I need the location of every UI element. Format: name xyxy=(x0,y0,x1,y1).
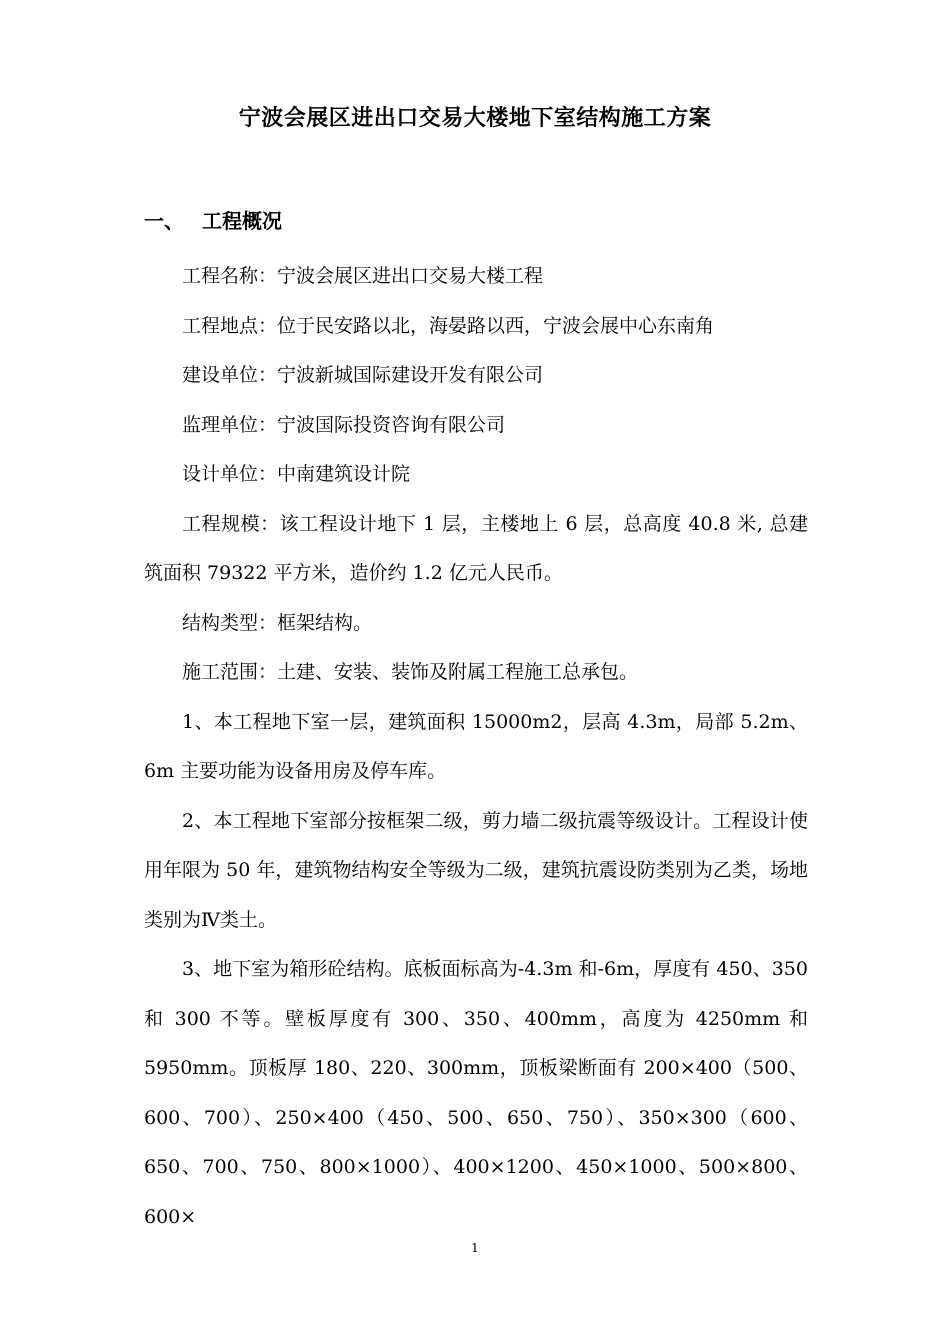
paragraph-project-location: 工程地点：位于民安路以北，海晏路以西，宁波会展中心东南角 xyxy=(182,314,715,337)
page-number: 1 xyxy=(471,1241,479,1255)
paragraph-item-2: 2、本工程地下室部分按框架二级，剪力墙二级抗震等级设计。工程设计使用年限为 50 年，建筑物结构安全等级为二级，建筑抗震设防类别为乙类，场地类别为Ⅳ类土。 xyxy=(144,809,808,931)
paragraph-structure-type: 结构类型：框架结构。 xyxy=(182,611,373,634)
paragraph-supervisor: 监理单位：宁波国际投资咨询有限公司 xyxy=(182,413,506,436)
paragraph-developer: 建设单位：宁波新城国际建设开发有限公司 xyxy=(182,364,544,386)
paragraph-item-1: 1、本工程地下室一层，建筑面积 15000m2，层高 4.3m，局部 5.2m、6m 主要功能为设备用房及停车库。 xyxy=(144,710,808,782)
document-title: 宁波会展区进出口交易大楼地下室结构施工方案 xyxy=(238,105,712,131)
paragraph-item-3: 3、地下室为箱形砼结构。底板面标高为-4.3m 和-6m，厚度有 450、350 和 300 不等。壁板厚度有 300、350、400mm，高度为 4250mm 和 5950mm。顶板厚 180、220、300mm，顶板梁断面有 200×400（500、600、700）、250×400（450、500、650、750）、350×300（600、650、700、750、800×1000）、400×1200、450×1000、500×800、600× xyxy=(144,958,808,1228)
section-heading xyxy=(144,203,282,239)
paragraph-designer: 设计单位：中南建筑设计院 xyxy=(182,463,411,485)
document-body xyxy=(144,252,808,1242)
section-title: 工程概况 xyxy=(202,209,282,233)
section-number: 一、 xyxy=(144,209,184,233)
paragraph-project-name: 工程名称：宁波会展区进出口交易大楼工程 xyxy=(182,265,544,287)
paragraph-project-scale: 工程规模：该工程设计地下 1 层，主楼地上 6 层，总高度 40.8 米, 总建筑面积 79322 平方米，造价约 1.2 亿元人民币。 xyxy=(144,512,808,584)
paragraph-construction-scope: 施工范围：土建、安装、装饰及附属工程施工总承包。 xyxy=(182,661,639,683)
